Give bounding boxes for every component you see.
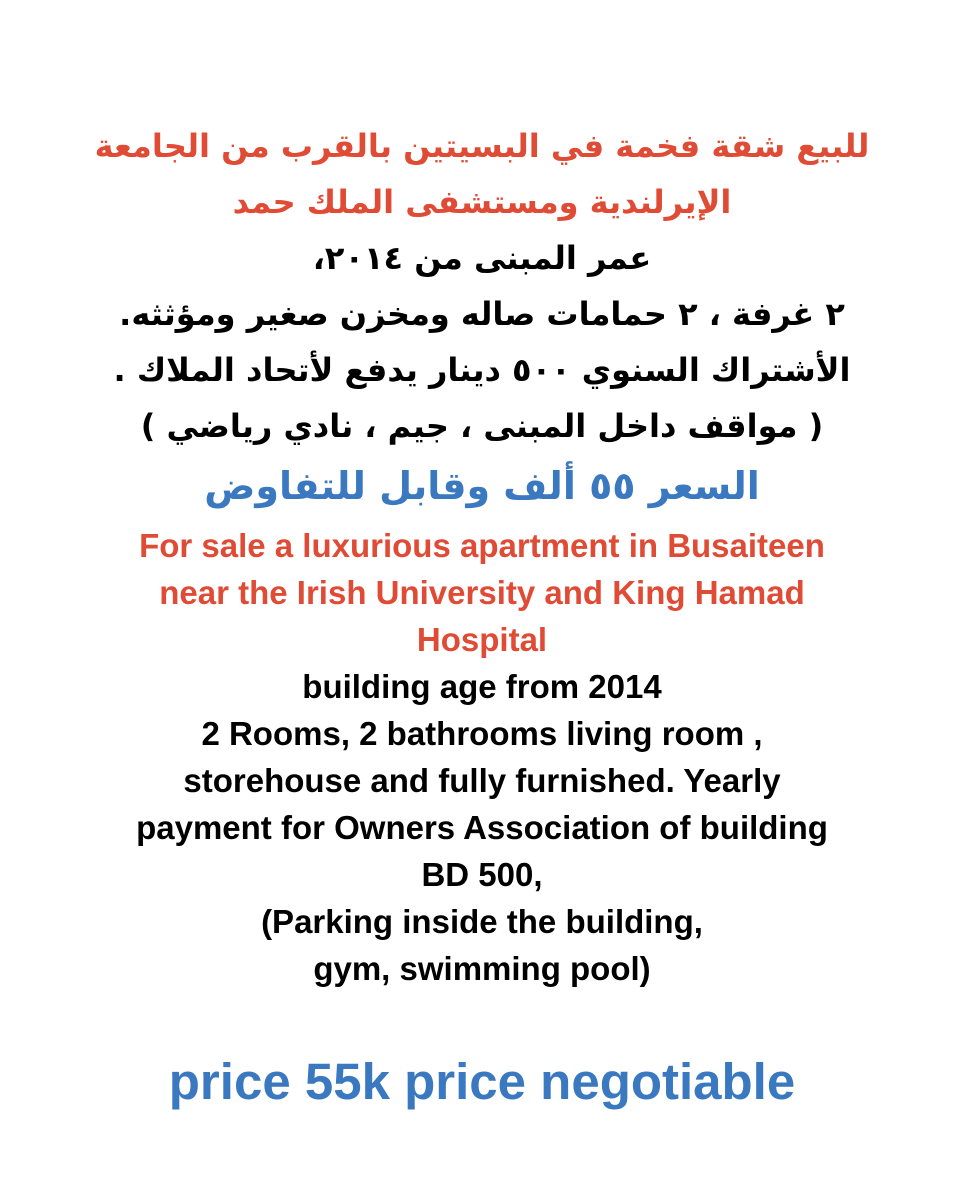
english-parking: (Parking inside the building, [261, 903, 703, 940]
english-building-age: building age from 2014 [302, 668, 662, 705]
arabic-building-age: عمر المبنى من ٢٠١٤، [312, 239, 652, 277]
english-title-line-3: Hospital [416, 621, 548, 658]
english-section [0, 522, 964, 992]
english-title-line-2: near the Irish University and King Hamad [159, 574, 805, 611]
arabic-section [0, 118, 964, 518]
english-fee-amount: BD 500, [421, 856, 543, 893]
english-price: price 55k price negotiable [168, 1053, 796, 1110]
english-storehouse: storehouse and fully furnished. Yearly [183, 762, 781, 799]
english-amenities: gym, swimming pool) [313, 950, 651, 987]
arabic-price: السعر ٥٥ ألف وقابل للتفاوض [204, 464, 760, 508]
arabic-amenities: ( مواقف داخل المبنى ، جيم ، نادي رياضي ) [140, 407, 824, 445]
arabic-rooms: ٢ غرفة ، ٢ حمامات صاله ومخزن صغير ومؤثثه. [119, 295, 845, 333]
arabic-title-line-2: الإيرلندية ومستشفى الملك حمد [232, 183, 732, 221]
english-payment: payment for Owners Association of building [136, 809, 828, 846]
english-rooms: 2 Rooms, 2 bathrooms living room , [201, 715, 763, 752]
arabic-title-line-1: للبيع شقة فخمة في البسيتين بالقرب من الجامعة [94, 127, 870, 165]
english-title-line-1: For sale a luxurious apartment in Busaiteen [139, 527, 825, 564]
arabic-annual-fee: الأشتراك السنوي ٥٠٠ دينار يدفع لأتحاد الملاك . [113, 351, 851, 389]
english-price-section [0, 1050, 964, 1114]
